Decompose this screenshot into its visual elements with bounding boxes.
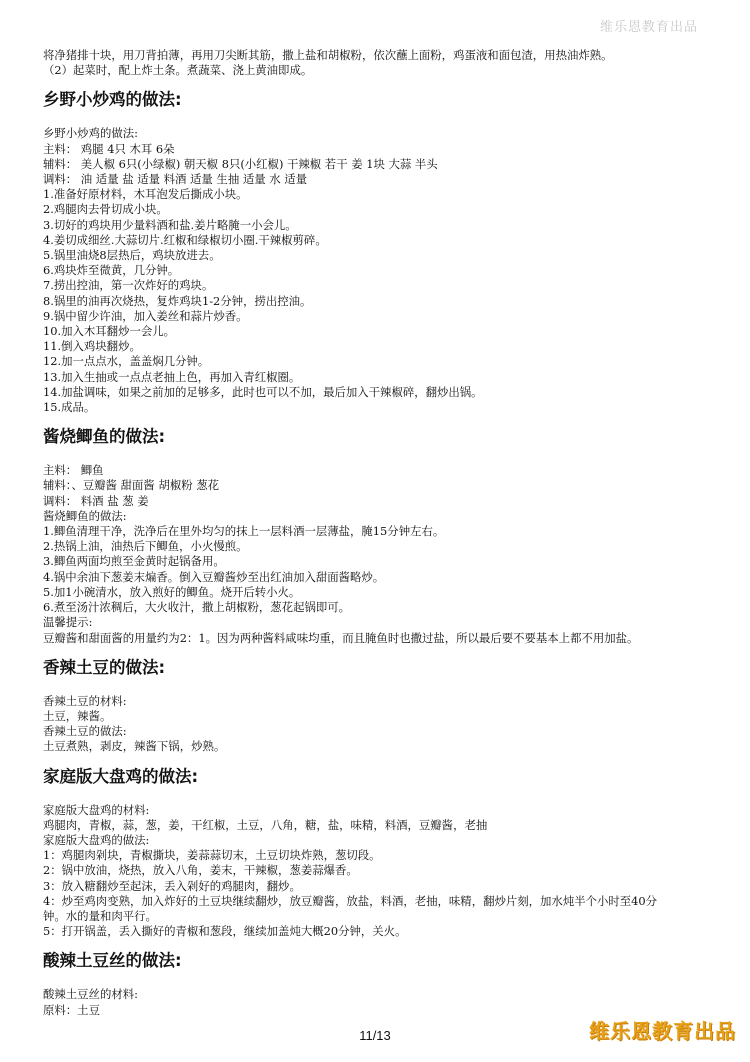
text-line: 15.成品。 xyxy=(43,400,96,415)
text-line: 5：打开锅盖，丢入撕好的青椒和葱段，继续加盖炖大概20分钟，关火。 xyxy=(43,924,407,939)
section-heading: 乡野小炒鸡的做法: xyxy=(43,90,182,110)
text-line: 2.鸡腿肉去骨切成小块。 xyxy=(43,202,168,217)
text-line: 主料： 鲫鱼 xyxy=(43,463,104,478)
section-heading: 家庭版大盘鸡的做法: xyxy=(43,766,199,786)
text-line: 14.加盐调味，如果之前加的足够多，此时也可以不加，最后加入干辣椒碎，翻炒出锅。 xyxy=(43,384,483,399)
text-line: 乡野小炒鸡的做法: xyxy=(43,126,138,141)
text-line: 5.加1小碗清水，放入煎好的鲫鱼。烧开后转小火。 xyxy=(43,584,301,599)
text-line: 3：放入糖翻炒至起沫，丢入剁好的鸡腿肉，翻炒。 xyxy=(43,878,301,893)
section-body xyxy=(43,126,713,415)
text-line: 调料： 油 适量 盐 适量 料酒 适量 生抽 适量 水 适量 xyxy=(43,172,308,187)
section-heading: 酱烧鲫鱼的做法: xyxy=(43,427,166,447)
section-heading: 香辣土豆的做法: xyxy=(43,657,166,677)
text-line: 3.鲫鱼两面均煎至金黄时起锅备用。 xyxy=(43,554,225,569)
text-line: 原料：土豆 xyxy=(43,1002,100,1017)
section-body xyxy=(43,694,713,755)
text-line: 辅料： 美人椒 6只(小绿椒) 朝天椒 8只(小红椒) 干辣椒 若干 姜 1块 大蒜 半头 xyxy=(43,156,438,171)
text-line: 豆瓣酱和甜面酱的用量约为2：1。因为两种酱料咸味均重，而且腌鱼时也撒过盐，所以最后要不要基本上都不用加盐。 xyxy=(43,630,639,645)
text-line: 4.姜切成细丝.大蒜切片.红椒和绿椒切小圈.干辣椒剪碎。 xyxy=(43,232,327,247)
watermark-top: 维乐恩教育出品 xyxy=(599,20,698,35)
text-line: 7.捞出控油，第一次炸好的鸡块。 xyxy=(43,278,214,293)
text-line: 4：炒至鸡肉变熟，加入炸好的土豆块继续翻炒，放豆瓣酱，放盐，料酒，老抽，味精，翻炒片刻，加水炖半个小时至40分 xyxy=(43,893,658,908)
watermark-bottom: 维乐恩教育出品 xyxy=(589,1019,736,1043)
text-line: 6.鸡块炸至微黄，几分钟。 xyxy=(43,263,180,278)
intro-line: 将净猪排十块，用刀背拍薄，再用刀尖断其筋，撒上盐和胡椒粉，依次蘸上面粉，鸡蛋液和面包渣，用热油炸熟。 xyxy=(43,48,613,62)
text-line: 酱烧鲫鱼的做法: xyxy=(43,508,127,523)
page-number: 11/13 xyxy=(359,1028,391,1043)
section-body xyxy=(43,803,713,940)
text-line: 9.锅中留少许油，加入姜丝和蒜片炒香。 xyxy=(43,308,248,323)
text-line: 钟。水的量和肉平行。 xyxy=(43,908,157,923)
text-line: 辅料：、豆瓣酱 甜面酱 胡椒粉 葱花 xyxy=(43,478,220,493)
text-line: 1：鸡腿肉剁块，青椒撕块，姜蒜蒜切末，土豆切块炸熟，葱切段。 xyxy=(43,848,381,863)
text-line: 主料： 鸡腿 4只 木耳 6朵 xyxy=(43,141,175,156)
text-line: 6.煮至汤汁浓稠后，大火收汁，撒上胡椒粉，葱花起锅即可。 xyxy=(43,600,351,615)
section-heading: 酸辣土豆丝的做法: xyxy=(43,951,182,971)
text-line: 1.鲫鱼清理干净，洗净后在里外均匀的抹上一层料酒一层薄盐，腌15分钟左右。 xyxy=(43,524,445,539)
section-body xyxy=(43,463,713,645)
text-line: 11.倒入鸡块翻炒。 xyxy=(43,339,141,354)
text-line: 家庭版大盘鸡的做法: xyxy=(43,832,150,847)
intro-line: （2）起菜时，配上炸土条。煮蔬菜、浇上黄油即成。 xyxy=(43,63,313,78)
text-line: 12.加一点点水，盖盖焖几分钟。 xyxy=(43,354,210,369)
text-line: 5.锅里油烧8层热后，鸡块放进去。 xyxy=(43,248,221,263)
text-line: 香辣土豆的做法: xyxy=(43,724,127,739)
text-line: 家庭版大盘鸡的材料: xyxy=(43,802,150,817)
text-line: 温馨提示: xyxy=(43,615,93,630)
text-line: 4.锅中余油下葱姜末煸香。倒入豆瓣酱炒至出红油加入甜面酱略炒。 xyxy=(43,569,385,584)
text-line: 土豆，辣酱。 xyxy=(43,708,112,723)
text-line: 2.热锅上油，油热后下鲫鱼，小火慢煎。 xyxy=(43,539,248,554)
text-line: 1.准备好原材料，木耳泡发后撕成小块。 xyxy=(43,187,248,202)
text-line: 10.加入木耳翻炒一会儿。 xyxy=(43,324,176,339)
text-line: 酸辣土豆丝的材料: xyxy=(43,987,138,1002)
document-body xyxy=(43,48,713,1018)
text-line: 鸡腿肉，青椒，蒜，葱，姜，干红椒，土豆，八角，糖，盐，味精，料酒，豆瓣酱，老抽 xyxy=(43,817,488,832)
section-body xyxy=(43,987,713,1017)
text-line: 8.锅里的油再次烧热，复炸鸡块1-2分钟，捞出控油。 xyxy=(43,293,312,308)
text-line: 土豆煮熟，剥皮，辣酱下锅，炒熟。 xyxy=(43,739,226,754)
text-line: 香辣土豆的材料: xyxy=(43,693,127,708)
text-line: 调料： 料酒 盐 葱 姜 xyxy=(43,493,149,508)
text-line: 2：锅中放油，烧热，放入八角，姜末，干辣椒，葱姜蒜爆香。 xyxy=(43,863,358,878)
text-line: 13.加入生抽或一点点老抽上色，再加入青红椒圈。 xyxy=(43,369,301,384)
text-line: 3.切好的鸡块用少量料酒和盐.姜片略腌一小会儿。 xyxy=(43,217,297,232)
